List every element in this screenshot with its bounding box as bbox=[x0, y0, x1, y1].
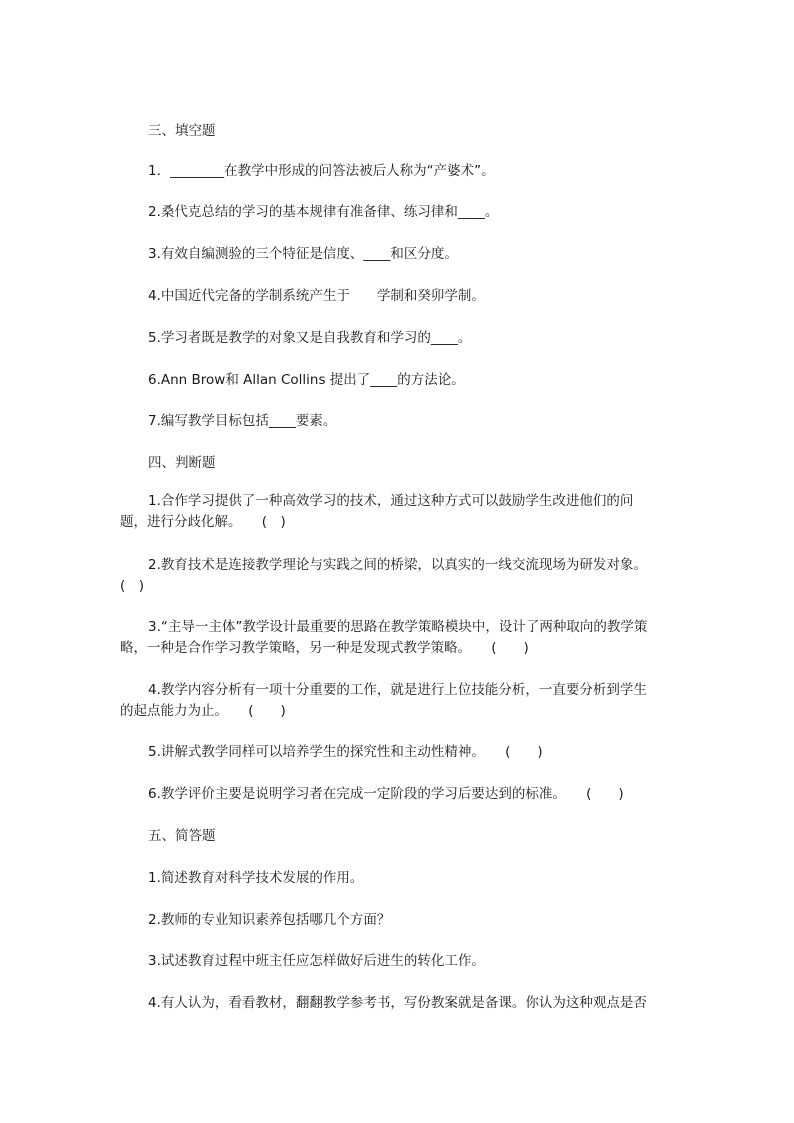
short-answer-item-1: 1.简述教育对科学技术发展的作用。 bbox=[148, 870, 364, 886]
short-answer-item-2: 2.教师的专业知识素养包括哪几个方面？ bbox=[148, 912, 391, 928]
true-false-item-4: 4.教学内容分析有一项十分重要的工作，就是进行上位技能分析，一直要分析到学生的起点能力为止。 ( ) bbox=[120, 682, 647, 719]
true-false-item-2: 2.教育技术是连接教学理论与实践之间的桥梁，以真实的一线交流现场为研发对象。 ( ) bbox=[120, 557, 654, 594]
fill-in-item-2: 2.桑代克总结的学习的基本规律有准备律、练习律和____。 bbox=[148, 204, 499, 220]
fill-in-item-3: 3.有效自编测验的三个特征是信度、____和区分度。 bbox=[148, 246, 458, 262]
section-heading-short-answer: 五、简答题 bbox=[148, 828, 216, 844]
fill-in-item-7: 7.编写教学目标包括____要素。 bbox=[148, 413, 337, 429]
true-false-item-1: 1.合作学习提供了一种高效学习的技术，通过这种方式可以鼓励学生改进他们的问题，进行分歧化解。 ( ) bbox=[120, 493, 634, 530]
section-heading-true-false: 四、判断题 bbox=[148, 455, 216, 471]
fill-in-item-6: 6.Ann Brow和 Allan Collins 提出了____的方法论。 bbox=[148, 372, 465, 388]
short-answer-item-3: 3.试述教育过程中班主任应怎样做好后进生的转化工作。 bbox=[148, 953, 485, 969]
true-false-item-6: 6.教学评价主要是说明学习者在完成一定阶段的学习后要达到的标准。 ( ) bbox=[148, 786, 624, 802]
true-false-item-3: 3.“主导一主体”教学设计最重要的思路在教学策略模块中，设计了两种取向的教学策略，一种是合作学习教学策略，另一种是发现式教学策略。 ( ) bbox=[120, 619, 648, 656]
true-false-item-5: 5.讲解式教学同样可以培养学生的探究性和主动性精神。 ( ) bbox=[148, 744, 543, 760]
short-answer-item-4: 4.有人认为，看看教材，翻翻教学参考书，写份教案就是备课。你认为这种观点是否 bbox=[148, 995, 647, 1011]
fill-in-item-1: 1．________在教学中形成的问答法被后人称为“产婆术”。 bbox=[148, 163, 495, 179]
section-heading-fill-in: 三、填空题 bbox=[148, 123, 216, 139]
fill-in-item-5: 5.学习者既是教学的对象又是自我教育和学习的____。 bbox=[148, 330, 472, 346]
fill-in-item-4: 4.中国近代完备的学制系统产生于 学制和癸卯学制。 bbox=[148, 288, 485, 304]
